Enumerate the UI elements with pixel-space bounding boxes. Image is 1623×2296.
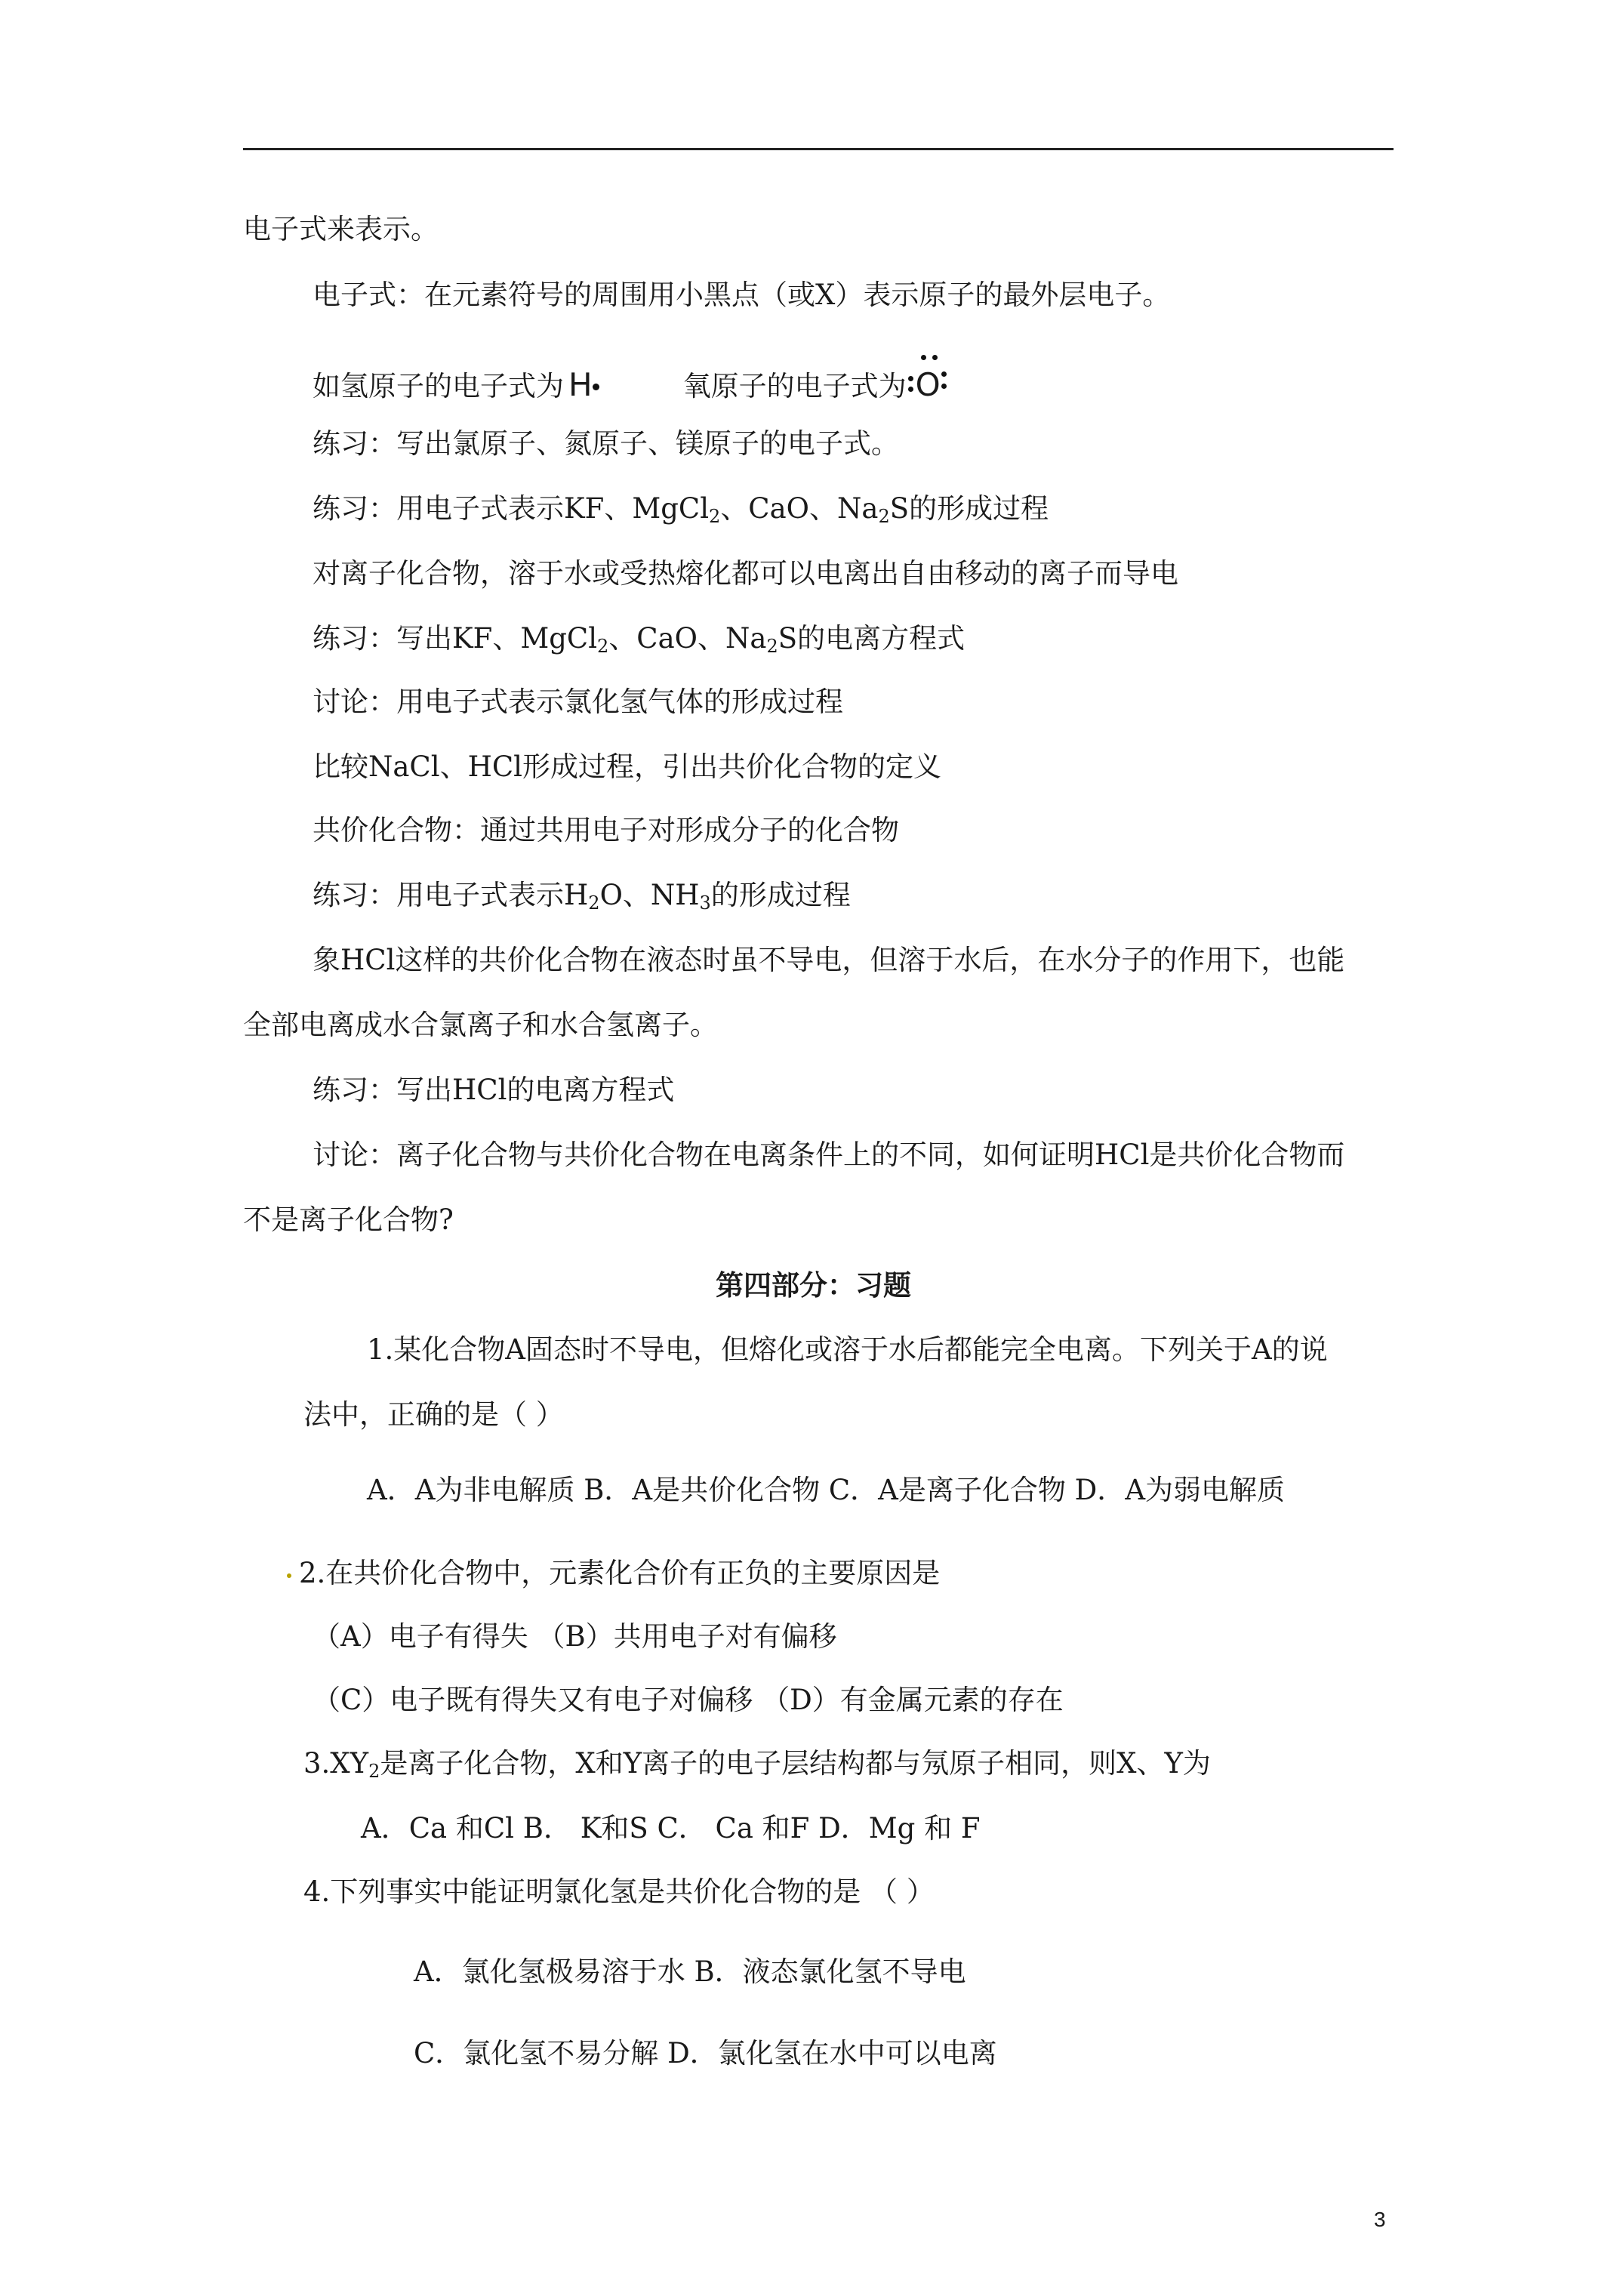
electron-dot xyxy=(921,355,926,360)
electron-dot xyxy=(593,384,599,390)
subscript: 3 xyxy=(699,892,711,914)
page-number: 3 xyxy=(1374,2208,1386,2231)
question-4-options: A．氯化氢极易溶于水 B．液态氯化氢不导电 xyxy=(414,1955,966,1988)
electron-dot xyxy=(941,371,947,377)
hydrogen-electron-formula xyxy=(568,365,593,405)
question-4-options: C．氯化氢不易分解 D．氯化氢在水中可以电离 xyxy=(414,2037,997,2069)
electron-dot xyxy=(908,387,913,392)
text-span: S的电离方程式 xyxy=(778,622,965,655)
text-line xyxy=(313,489,1049,529)
subscript: 2 xyxy=(597,636,609,657)
text-line xyxy=(313,876,851,915)
question-4-stem: 4.下列事实中能证明氯化氢是共价化合物的是 （ ） xyxy=(303,1875,935,1908)
text-span: 练习：写出KF、MgCl xyxy=(313,622,598,655)
text-span: 3.XY xyxy=(303,1747,369,1780)
text-span: 、CaO、Na xyxy=(608,622,767,655)
question-2-options: （C）电子既有得失又有电子对偏移 （D）有金属元素的存在 xyxy=(313,1684,1064,1716)
question-1-stem-cont: 法中，正确的是（ ） xyxy=(303,1398,564,1431)
electron-dot xyxy=(941,384,947,389)
text-line: 讨论：用电子式表示氯化氢气体的形成过程 xyxy=(313,686,843,718)
question-2-stem xyxy=(287,1554,940,1593)
text-line: 比较NaCl、HCl形成过程，引出共价化合物的定义 xyxy=(313,750,941,783)
text-line: 练习：写出HCl的电离方程式 xyxy=(313,1074,675,1106)
text-line: 不是离子化合物? xyxy=(243,1203,454,1236)
text-line xyxy=(313,619,965,658)
text-span: 练习：用电子式表示KF、MgCl xyxy=(313,492,710,525)
text-line: 练习：写出氯原子、氮原子、镁原子的电子式。 xyxy=(313,427,899,460)
text-line: 全部电离成水合氯离子和水合氢离子。 xyxy=(243,1009,718,1041)
electron-dot xyxy=(932,355,938,360)
text-span: 的形成过程 xyxy=(710,879,851,911)
subscript: 2 xyxy=(709,506,721,527)
electron-dot xyxy=(908,376,913,381)
text-span: O、NH xyxy=(599,879,700,911)
text-line xyxy=(313,365,941,406)
text-line: 电子式来表示。 xyxy=(243,213,439,245)
text-span: 、CaO、Na xyxy=(720,492,879,525)
text-line: 电子式：在元素符号的周围用小黑点（或X）表示原子的最外层电子。 xyxy=(313,279,1171,311)
question-1-stem: 1.某化合物A固态时不导电，但熔化或溶于水后都能完全电离。下列关于A的说 xyxy=(367,1333,1328,1366)
element-symbol: H xyxy=(568,366,593,403)
question-3-stem xyxy=(303,1744,1211,1783)
stray-mark xyxy=(287,1573,291,1578)
text-line: 讨论：离子化合物与共价化合物在电离条件上的不同，如何证明HCl是共价化合物而 xyxy=(313,1139,1345,1171)
text-span: 氧原子的电子式为 xyxy=(682,370,907,402)
subscript: 2 xyxy=(588,892,600,914)
text-span: 是离子化合物，X和Y离子的电子层结构都与氖原子相同，则X、Y为 xyxy=(380,1747,1211,1780)
oxygen-electron-formula xyxy=(916,365,941,405)
text-span: 如氢原子的电子式为 xyxy=(313,370,564,402)
text-span: S的形成过程 xyxy=(889,492,1049,525)
element-symbol: O xyxy=(915,366,941,403)
question-1-options: A．A为非电解质 B．A是共价化合物 C．A是离子化合物 D．A为弱电解质 xyxy=(367,1474,1286,1506)
text-span: 2.在共价化合物中，元素化合价有正负的主要原因是 xyxy=(299,1557,941,1589)
text-line: 象HCl这样的共价化合物在液态时虽不导电，但溶于水后，在水分子的作用下，也能 xyxy=(313,944,1345,976)
header-rule xyxy=(243,148,1394,150)
text-line: 对离子化合物，溶于水或受热熔化都可以电离出自由移动的离子而导电 xyxy=(313,557,1178,590)
section-heading: 第四部分：习题 xyxy=(716,1268,911,1302)
subscript: 2 xyxy=(766,636,778,657)
subscript: 2 xyxy=(878,506,890,527)
question-3-options: A．Ca 和Cl B． K和S C． Ca 和F D．Mg 和 F xyxy=(361,1812,981,1845)
text-span: 练习：用电子式表示H xyxy=(313,879,589,911)
text-line: 共价化合物：通过共用电子对形成分子的化合物 xyxy=(313,814,899,846)
question-2-options: （A）电子有得失 （B）共用电子对有偏移 xyxy=(313,1620,837,1653)
subscript: 2 xyxy=(368,1761,380,1782)
